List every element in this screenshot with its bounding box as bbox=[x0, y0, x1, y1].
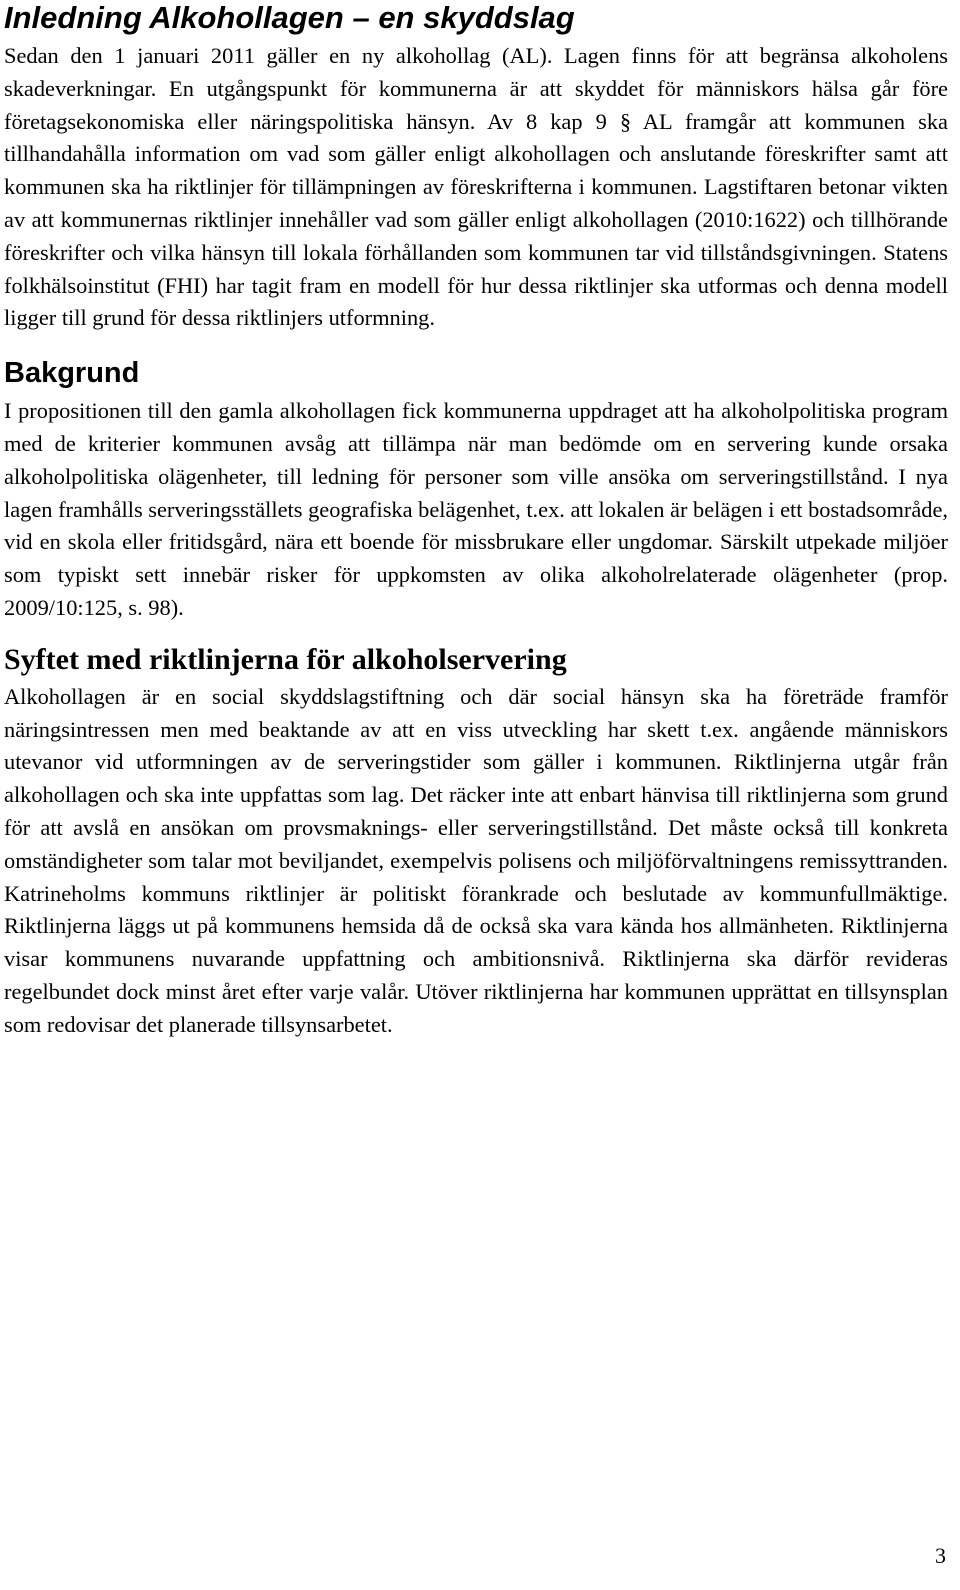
page-number: 3 bbox=[935, 1543, 946, 1568]
section-heading-syftet: Syftet med riktlinjerna för alkoholservering bbox=[4, 642, 567, 676]
intro-paragraph: Sedan den 1 januari 2011 gäller en ny alkohollag (AL). Lagen finns för att begränsa alkoholens skadeverkningar. En utgångspunkt för kommunerna är att skyddet för människors hälsa går före företagsekonomiska eller näringspolitiska hänsyn. Av 8 kap 9 § AL framgår att kommunen ska tillhandahålla information om vad som gäller enligt alkohollagen och anslutande föreskrifter samt att kommunen ska ha riktlinjer för tillämpningen av föreskrifterna i kommunen. Lagstiftaren betonar vikten av att kommunernas riktlinjer innehåller vad som gäller enligt alkohollagen (2010:1622) och tillhörande föreskrifter och vilka hänsyn till lokala förhållanden som kommunen tar vid tillståndsgivningen. Statens folkhälsoinstitut (FHI) har tagit fram en modell för hur dessa riktlinjer ska utformas och denna modell ligger till grund för dessa riktlinjers utformning. bbox=[4, 43, 948, 331]
page-title: Inledning Alkohollagen – en skyddslag bbox=[4, 0, 575, 35]
page-content bbox=[4, 0, 948, 1042]
bakgrund-paragraph: I propositionen till den gamla alkohollagen fick kommunerna uppdraget att ha alkoholpolitiska program med de kriterier kommunen avsåg att tillämpa när man bedömde om en servering kunde orsaka alkoholpolitiska olägenheter, till ledning för personer som ville ansöka om serveringstillstånd. I nya lagen framhålls serveringsställets geografiska belägenhet, t.ex. att lokalen är belägen i ett bostadsområde, vid en skola eller fritidsgård, nära ett boende för missbrukare eller ungdomar. Särskilt utpekade miljöer som typiskt sett innebär risker för uppkomsten av olika alkoholrelaterade olägenheter (prop. 2009/10:125, s. 98). bbox=[4, 398, 948, 620]
section-heading-bakgrund: Bakgrund bbox=[4, 357, 140, 390]
syftet-paragraph: Alkohollagen är en social skyddslagstiftning och där social hänsyn ska ha företräde framför näringsintressen men med beaktande av att en viss utveckling har skett t.ex. angående människors utevanor vid utformningen av de serveringstider som gäller i kommunen. Riktlinjerna utgår från alkohollagen och ska inte uppfattas som lag. Det räcker inte att enbart hänvisa till riktlinjerna som grund för att avslå en ansökan om provsmaknings- eller serveringstillstånd. Det måste också till konkreta omständigheter som talar mot beviljandet, exempelvis polisens och miljöförvaltningens remissyttranden. Katrineholms kommuns riktlinjer är politiskt förankrade och beslutade av kommunfullmäktige. Riktlinjerna läggs ut på kommunens hemsida då de också ska vara kända hos allmänheten. Riktlinjerna visar kommunens nuvarande uppfattning och ambitionsnivå. Riktlinjerna ska därför revideras regelbundet dock minst året efter varje valår. Utöver riktlinjerna har kommunen upprättat en tillsynsplan som redovisar det planerade tillsynsarbetet. bbox=[4, 683, 948, 1037]
